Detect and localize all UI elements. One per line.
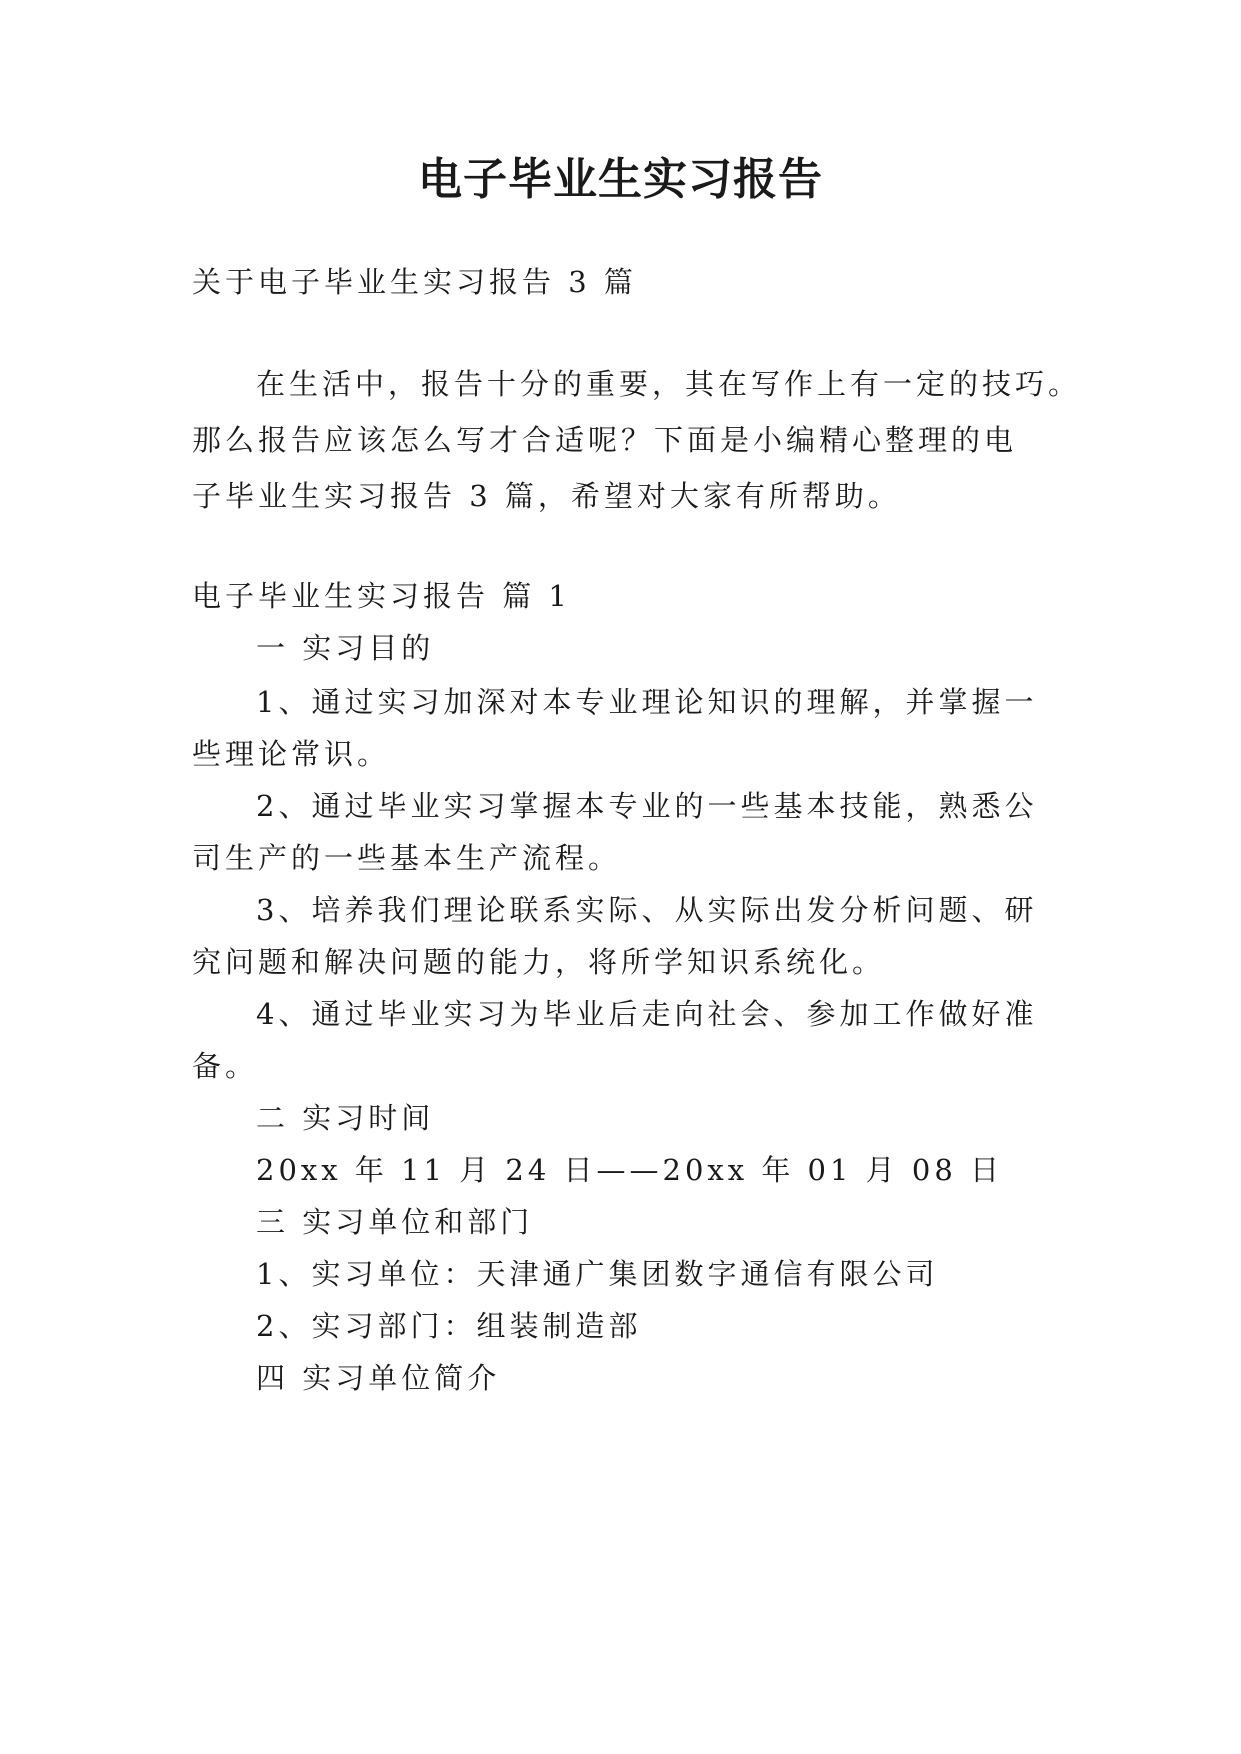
body-line: 究问题和解决问题的能力，将所学知识系统化。 xyxy=(192,945,886,979)
internship-date-range: 20xx 年 11 月 24 日——20xx 年 01 月 08 日 xyxy=(256,1153,1004,1187)
body-line: 4、通过毕业实习为毕业后走向社会、参加工作做好准 xyxy=(256,997,1038,1031)
body-line: 3、培养我们理论联系实际、从实际出发分析问题、研 xyxy=(256,893,1038,927)
body-line: 些理论常识。 xyxy=(192,737,391,771)
intro-line: 子毕业生实习报告 3 篇，希望对大家有所帮助。 xyxy=(192,479,901,513)
body-line: 备。 xyxy=(192,1049,259,1083)
body-line: 2、通过毕业实习掌握本专业的一些基本技能，熟悉公 xyxy=(256,789,1038,823)
heading-internship-unit: 三 实习单位和部门 xyxy=(256,1205,534,1239)
body-line: 2、实习部门：组装制造部 xyxy=(256,1309,642,1343)
heading-unit-intro: 四 实习单位简介 xyxy=(256,1361,501,1395)
intro-line: 那么报告应该怎么写才合适呢？下面是小编精心整理的电 xyxy=(192,423,1018,457)
body-line: 司生产的一些基本生产流程。 xyxy=(192,841,622,875)
document-title: 电子毕业生实习报告 xyxy=(418,154,823,205)
heading-internship-purpose: 一 实习目的 xyxy=(256,631,435,665)
body-line: 1、通过实习加深对本专业理论知识的理解，并掌握一 xyxy=(256,685,1038,719)
document-subtitle: 关于电子毕业生实习报告 3 篇 xyxy=(192,265,637,299)
section-heading: 电子毕业生实习报告 篇 1 xyxy=(192,579,571,613)
heading-internship-time: 二 实习时间 xyxy=(256,1101,435,1135)
intro-line: 在生活中，报告十分的重要，其在写作上有一定的技巧。 xyxy=(256,367,1082,401)
body-line: 1、实习单位：天津通广集团数字通信有限公司 xyxy=(256,1257,939,1291)
